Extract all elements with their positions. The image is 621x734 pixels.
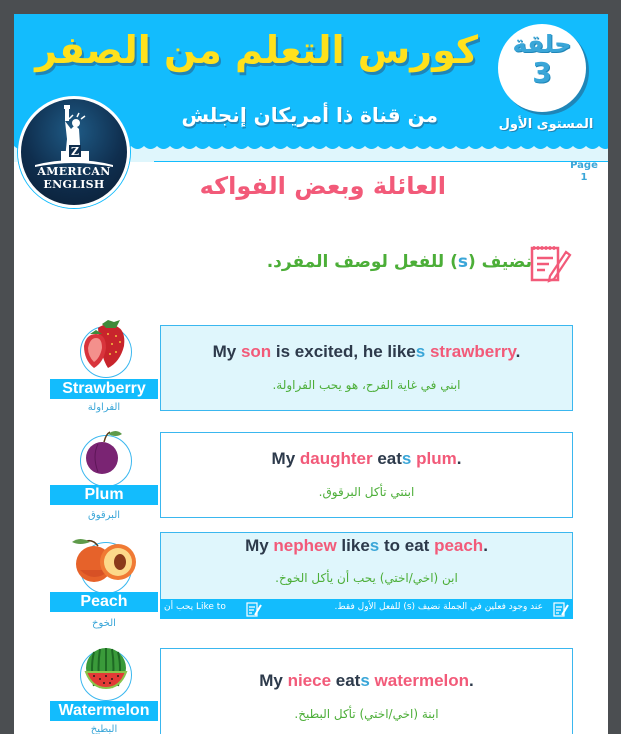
rule-text-after: ) للفعل لوصف المفرد. <box>266 252 458 272</box>
watermelon-icon <box>80 644 132 696</box>
note-bar <box>160 599 573 619</box>
example-box <box>160 325 573 411</box>
example-box <box>160 432 573 518</box>
worksheet-page <box>14 14 608 734</box>
fruit-name-arabic: الفراولة <box>87 402 121 413</box>
page-number: 1 <box>580 172 588 183</box>
fruit-name-arabic: الخوخ <box>92 618 116 629</box>
episode-badge <box>498 24 586 112</box>
content-border <box>154 161 608 162</box>
logo-line2: ENGLISH <box>43 178 105 191</box>
fruit-name: Watermelon <box>50 701 158 721</box>
page-indicator <box>564 160 604 184</box>
notepad-pencil-icon <box>528 242 572 286</box>
strawberry-icon <box>76 316 132 374</box>
fruit-name: Peach <box>50 592 158 612</box>
notepad-pencil-icon <box>246 601 262 617</box>
page-label: Page <box>570 160 598 171</box>
english-sentence: My nephew likes to eat peach. <box>245 536 488 555</box>
arabic-translation: ابن (اخي/اختي) يحب أن يأكل الخوخ. <box>275 571 458 585</box>
grammar-rule <box>267 252 532 272</box>
fruit-name-arabic: البطيخ <box>90 724 118 734</box>
english-sentence: My daughter eats plum. <box>271 449 462 468</box>
example-box <box>160 532 573 600</box>
example-box <box>160 648 573 734</box>
course-title: كورس التعلم من الصفر <box>35 28 478 72</box>
section-title: العائلة وبعض الفواكه <box>199 172 446 200</box>
logo-line1: AMERICAN <box>37 165 111 178</box>
notepad-pencil-icon <box>553 601 569 617</box>
episode-number: 3 <box>532 56 552 89</box>
arabic-translation: ابني في غاية الفرح، هو يحب الفراولة. <box>272 378 461 392</box>
fruit-name: Strawberry <box>50 379 158 399</box>
level-label: المستوى الأول <box>498 117 594 132</box>
plum-icon <box>82 428 128 478</box>
peach-icon <box>70 536 140 586</box>
note-vocab: Like to يحب أن <box>164 602 226 612</box>
rule-text-before: نضيف ( <box>467 252 532 272</box>
fruit-name: Plum <box>50 485 158 505</box>
arabic-translation: ابنتي تأكل البرقوق. <box>318 485 415 499</box>
arabic-translation: ابنة (اخي/اختي) تأكل البطيخ. <box>294 707 439 721</box>
logo-badge: Z <box>70 145 80 158</box>
english-sentence: My son is excited, he likes strawberry. <box>212 342 521 361</box>
english-sentence: My niece eats watermelon. <box>259 671 474 690</box>
course-subtitle: من قناة ذا أمريكان إنجلش <box>181 103 438 127</box>
channel-logo <box>18 96 130 208</box>
rule-s: s <box>457 252 468 272</box>
note-rule: عند وجود فعلين في الجملة نضيف (s) للفعل الأول فقط. <box>334 602 543 612</box>
episode-word: حلقة <box>512 30 572 58</box>
fruit-name-arabic: البرقوق <box>87 510 121 521</box>
